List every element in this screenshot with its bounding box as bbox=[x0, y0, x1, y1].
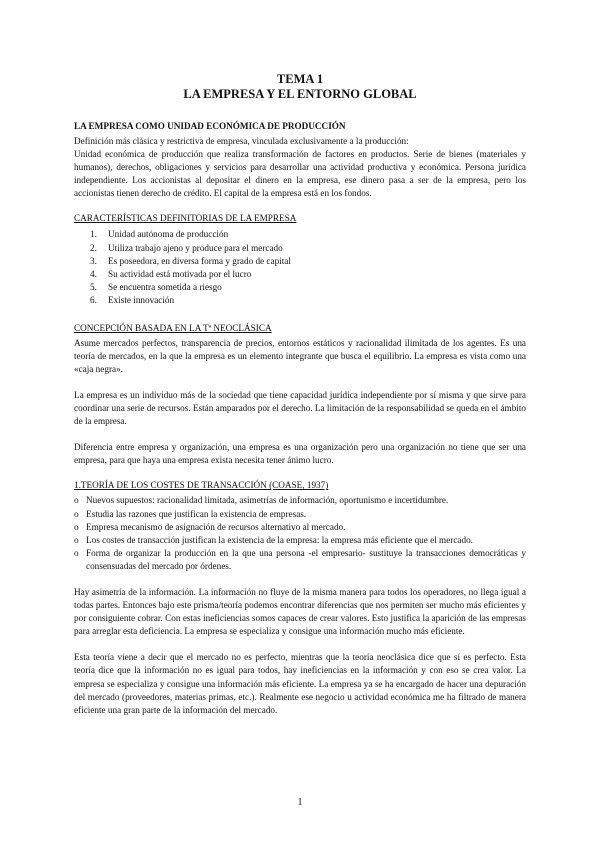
costes-paragraph-2: Esta teoría viene a decir que el mercado no es perfecto, mientras que la teoría neoclásica dice que sí es perfecto. Esta teoría dice que la información no es igual para todos, hay ineficiencias en la información y con eso se crea valor. La empresa se especializa y consigue una información más eficiente. La empresa ya se ha encargado de hacer una depuración del mercado (proveedores, materias primas, etc.). Realmente ese negocio u actividad económica me ha filtrado de manera eficiente una gran parte de la información del mercado. bbox=[74, 652, 526, 715]
list-item-text: Empresa mecanismo de asignación de recursos alternativo al mercado. bbox=[86, 521, 346, 532]
list-item bbox=[74, 242, 526, 255]
list-item bbox=[74, 255, 526, 268]
list-item-text: Los costes de transacción justifican la existencia de la empresa: la empresa más eficiente que el mercado. bbox=[86, 534, 473, 545]
list-item-number: 1. bbox=[90, 229, 97, 240]
list-item bbox=[74, 508, 526, 521]
list-item-number: 4. bbox=[90, 269, 97, 280]
list-item-number: 6. bbox=[90, 295, 97, 306]
list-item bbox=[74, 521, 526, 534]
section-heading-costes-transaccion: 1.TEORÍA DE LOS COSTES DE TRANSACCIÓN (COASE, 1937) bbox=[74, 480, 329, 491]
section-heading-neoclasica: CONCEPCIÓN BASADA EN LA Tª NEOCLÁSICA bbox=[74, 322, 272, 333]
list-item bbox=[74, 534, 526, 547]
bullet-marker: o bbox=[74, 521, 79, 532]
section-heading-caracteristicas: CARACTERÍSTICAS DEFINITORIAS DE LA EMPRESA bbox=[74, 213, 297, 224]
title-line-1: TEMA 1 bbox=[276, 72, 324, 86]
page-content bbox=[74, 72, 526, 717]
bullet-marker: o bbox=[74, 495, 79, 506]
list-item-text: Nuevos supuestos: racionalidad limitada, asimetrías de información, oportunismo e incertidumbre. bbox=[86, 495, 449, 506]
list-item bbox=[74, 547, 526, 573]
list-item-number: 2. bbox=[90, 242, 97, 253]
list-item bbox=[74, 494, 526, 507]
list-item-text: Estudia las razones que justifican la existencia de empresas. bbox=[86, 508, 307, 519]
page-number: 1 bbox=[297, 797, 303, 808]
section1-body: Unidad económica de producción que realiza transformación de factores en productos. Serie de bienes (materiales y humanos), derechos, obligaciones y servicios para desarrollar una actividad productiva y económica. Persona jurídica independiente. Los accionistas al depositar el dinero en la empresa, ese dinero pasa a ser de la empresa, pero los accionistas tienen derecho de crédito. El capital de la empresa está en los fondos. bbox=[74, 149, 526, 199]
list-item-text: Se encuentra sometida a riesgo bbox=[108, 282, 222, 293]
list-item bbox=[74, 228, 526, 241]
bullet-marker: o bbox=[74, 508, 79, 519]
bullet-marker: o bbox=[74, 534, 79, 545]
neoclasica-paragraph-2: La empresa es un individuo más de la sociedad que tiene capacidad jurídica independiente por sí misma y que sirve para coordinar una serie de recursos. Están amparados por el derecho. La limitación de la responsabilidad se queda en el ámbito de la empresa. bbox=[74, 389, 526, 427]
costes-paragraph-1: Hay asimetría de la información. La información no fluye de la misma manera para todos los operadores, no llega igual a todas partes. Entonces bajo este prisma/teoría podemos encontrar diferencias que nos permiten ser mucho más eficientes y por consiguiente cobrar. Con estas ineficiencias somos capaces de crear valores. Esto justifica la aparición de las empresas para arreglar esta deficiencia. La empresa se especializa y consigue una información mucho más eficiente. bbox=[74, 587, 526, 637]
list-item bbox=[74, 294, 526, 307]
caracteristicas-list bbox=[74, 228, 526, 307]
list-item bbox=[74, 268, 526, 281]
bullet-marker: o bbox=[74, 547, 79, 558]
section-heading-unidad-economica: LA EMPRESA COMO UNIDAD ECONÓMICA DE PRODUCCIÓN bbox=[74, 121, 346, 131]
list-item-text: Utiliza trabajo ajeno y produce para el mercado bbox=[108, 242, 283, 253]
list-item-text: Unidad autónoma de producción bbox=[108, 229, 229, 240]
list-item-text: Es poseedora, en diversa forma y grado de capital bbox=[108, 255, 291, 266]
neoclasica-paragraph-3: Diferencia entre empresa y organización, una empresa es una organización pero una organización no tiene que ser una empresa, para que haya una empresa exista necesita tener ánimo lucro. bbox=[74, 442, 526, 466]
title-line-2: LA EMPRESA Y EL ENTORNO GLOBAL bbox=[183, 87, 417, 101]
list-item-text: Forma de organizar la producción en la que una persona -el empresario- sustituye la transacciones democráticas y consensuadas del mercado por órdenes. bbox=[86, 547, 526, 571]
list-item-text: Existe innovación bbox=[108, 295, 175, 306]
neoclasica-paragraph-1: Asume mercados perfectos, transparencia de precios, entornos estáticos y racionalidad ilimitada de los agentes. Es una teoría de mercados, en la que la empresa es un elemento integrante que busca el equilibrio. La empresa es vista como una «caja negra». bbox=[74, 337, 526, 374]
list-item-text: Su actividad está motivada por el lucro bbox=[108, 269, 252, 280]
costes-transaccion-list bbox=[74, 494, 526, 573]
list-item-number: 3. bbox=[90, 255, 97, 266]
list-item bbox=[74, 281, 526, 294]
section1-intro: Definición más clásica y restrictiva de empresa, vinculada exclusivamente a la producción: bbox=[74, 136, 409, 146]
list-item-number: 5. bbox=[90, 282, 97, 293]
